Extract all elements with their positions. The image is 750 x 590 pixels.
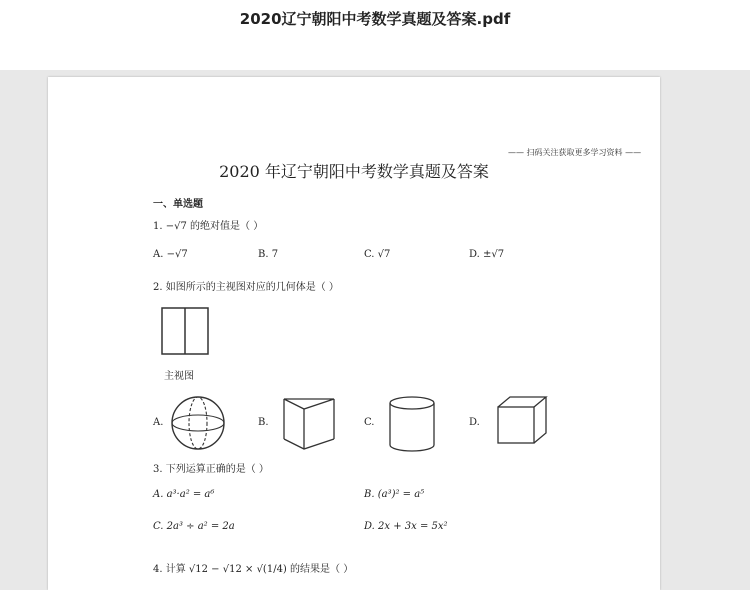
q3-option-b: B. (a³)² = a⁵ — [364, 489, 425, 500]
q3-option-c: C. 2a³ ÷ a² = 2a — [153, 521, 235, 532]
q1-option-c: C. √7 — [364, 249, 391, 260]
q2-option-a: A. — [153, 417, 164, 428]
front-view-figure — [160, 306, 212, 358]
question-1-stem: 1. −√7 的绝对值是（ ） — [153, 221, 264, 232]
section-heading: 一、单选题 — [153, 199, 203, 210]
question-3-stem: 3. 下列运算正确的是（ ） — [153, 464, 269, 475]
sphere-figure — [170, 395, 226, 451]
q3-option-d: D. 2x + 3x = 5x² — [364, 521, 448, 532]
front-view-caption: 主视图 — [164, 371, 194, 382]
q2-option-d: D. — [469, 417, 480, 428]
question-2-stem: 2. 如图所示的主视图对应的几何体是（ ） — [153, 282, 339, 293]
q1-option-b: B. 7 — [258, 249, 279, 260]
page-title: 2020 年辽宁朝阳中考数学真题及答案 — [219, 162, 489, 181]
q1-option-d: D. ±√7 — [469, 249, 505, 260]
viewer-header — [0, 0, 750, 70]
cube-figure — [496, 395, 548, 447]
page-header-note: —— 扫码关注获取更多学习资料 —— — [508, 148, 642, 157]
document-title: 2020辽宁朝阳中考数学真题及答案.pdf — [239, 10, 511, 28]
q2-option-c: C. — [364, 417, 375, 428]
q2-option-b: B. — [258, 417, 269, 428]
cylinder-figure — [386, 395, 438, 453]
triangular-prism-figure — [280, 395, 338, 453]
question-4-stem: 4. 计算 √12 − √12 × √(1/4) 的结果是（ ） — [153, 564, 354, 575]
q3-option-a: A. a³·a² = a⁶ — [153, 489, 215, 500]
pdf-page — [48, 77, 660, 590]
q1-option-a: A. −√7 — [153, 249, 188, 260]
